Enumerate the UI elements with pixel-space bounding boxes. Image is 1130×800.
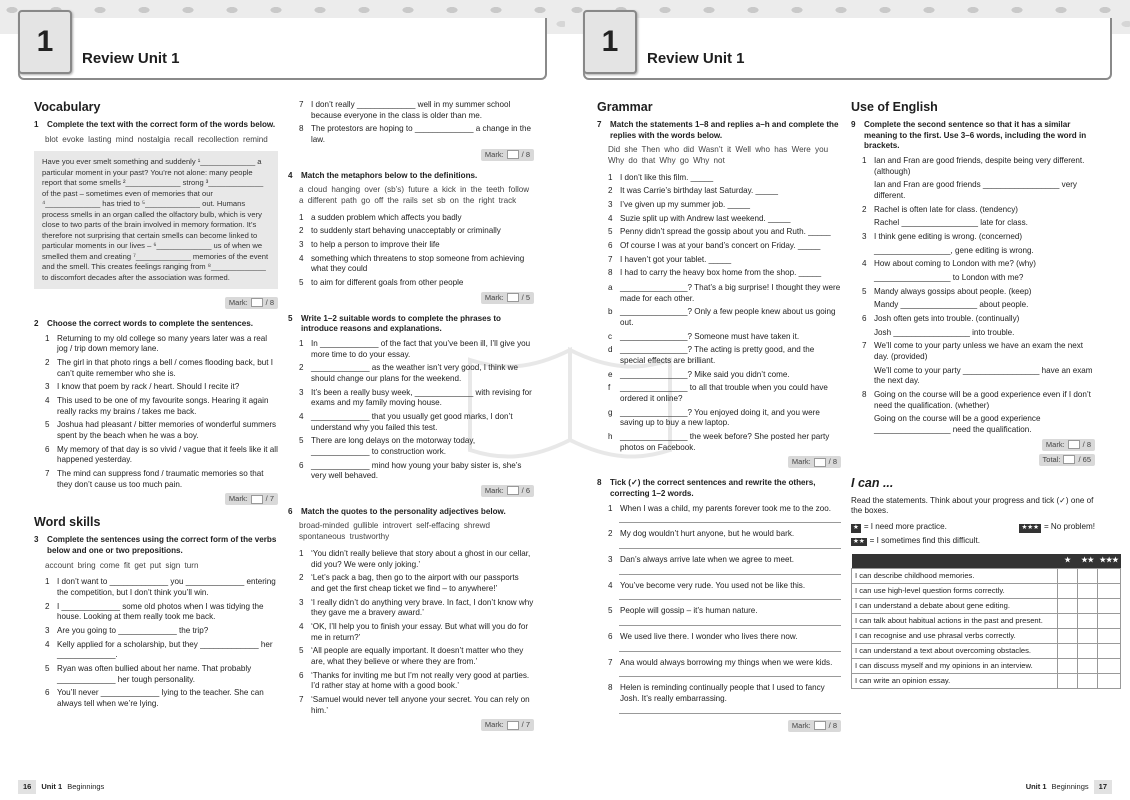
- tick-box[interactable]: [1078, 598, 1098, 613]
- exercise-3-list: [34, 577, 278, 709]
- mark-box: Mark: / 8: [597, 456, 841, 468]
- section-heading-vocabulary: Vocabulary: [34, 100, 101, 114]
- right-column-2: [851, 100, 1119, 689]
- col-three-stars: ★★★: [1098, 554, 1121, 568]
- exercise-9-list: [851, 156, 1095, 436]
- left-column-2: [288, 100, 534, 741]
- unit-title: Review Unit 1: [82, 50, 180, 67]
- reply-item: f _______________ to all that trouble when you could have ordered it online?: [608, 383, 828, 404]
- list-item: 4 something which threatens to stop someone from achieving what they could: [299, 253, 525, 274]
- rewrite-sentence: Josh _________________ into trouble.: [874, 327, 1015, 337]
- list-item: 1 In _____________ of the fact that you’ve been ill, I’ll give you more time to do your essay.: [299, 338, 531, 359]
- mark-input[interactable]: [814, 721, 826, 730]
- list-item: 4 Kelly applied for a scholarship, but they _____________ her _____________.: [45, 639, 273, 660]
- exercise-6-title: 6 Match the quotes to the personality adjectives below.: [288, 506, 506, 516]
- list-item: 3 to help a person to improve their life: [299, 239, 440, 249]
- rewrite-sentence: Going on the course will be a good experience _________________ need the qualification.: [874, 414, 1041, 435]
- statement-item: 3 I’ve given up my summer job. _____: [608, 200, 751, 210]
- total-box: Total: / 65: [851, 454, 1095, 466]
- list-item: 8 The protestors are hoping to _____________ a change in the law.: [299, 124, 532, 145]
- statement-item: 6 Of course I was at your band’s concert on Friday. _____: [608, 241, 821, 251]
- list-item: 7 I don’t really _____________ well in my summer school because everyone in the class is older than me.: [299, 100, 511, 120]
- mark-box: Mark: / 6: [288, 485, 534, 497]
- exercise-3-title: 3 Complete the sentences using the correct form of the verbs below and one or two prepositions.: [34, 535, 277, 555]
- mark-input[interactable]: [251, 298, 263, 307]
- reply-item: a _______________? That’s a big surprise! I thought they were made for each other.: [608, 283, 841, 303]
- i-can-row: I can recognise and use phrasal verbs correctly.: [852, 628, 1121, 643]
- left-column-1: [34, 100, 278, 713]
- tick-box[interactable]: [1078, 673, 1098, 688]
- list-item: 7 We’ll come to your party unless we have an exam the next day. (provided): [862, 341, 1084, 362]
- list-item: 1 Returning to my old college so many years later was a real jog / trip down memory lane.: [45, 333, 268, 354]
- tick-box[interactable]: [1098, 598, 1121, 613]
- mark-box: Mark: / 7: [34, 493, 278, 505]
- star-icon: ★: [853, 523, 859, 531]
- list-item: 1 ‘You didn’t really believe that story about a ghost in our cellar, did you? We were only joking.’: [299, 548, 531, 569]
- rewrite-sentence: _________________, gene editing is wrong.: [874, 245, 1034, 255]
- list-item: 6 My memory of that day is so vivid / vague that it feels like it all happened yesterday.: [45, 444, 278, 465]
- list-item: 2 Rachel is often late for class. (tendency): [862, 204, 1018, 214]
- exercise-9-title: 9 Complete the second sentence so that it has a similar meaning to the first. Use 3–6 words, including the word in brackets.: [851, 120, 1087, 151]
- unit-number-badge: 1: [583, 10, 637, 74]
- mark-input[interactable]: [507, 293, 519, 302]
- list-item: 3 I know that poem by rack / heart. Should I recite it?: [45, 382, 240, 392]
- list-item: 5 People will gossip – it’s human nature.: [608, 606, 758, 616]
- tick-box[interactable]: [1098, 613, 1121, 628]
- section-heading-i-can: I can ...: [851, 475, 894, 490]
- exercise-2-list: [34, 334, 278, 491]
- list-item: 3 ‘I really didn’t do anything very brave. In fact, I don’t know why they gave me a bravery award.’: [299, 597, 534, 618]
- exercise-8-list: [597, 504, 841, 714]
- tick-box[interactable]: [1058, 613, 1078, 628]
- list-item: 3 I think gene editing is wrong. (concerned): [862, 232, 1023, 242]
- list-item: 2 _____________ as the weather isn’t very good, I think we should change our plans for the weekend.: [299, 363, 518, 383]
- reply-item: g _______________? You enjoyed doing it, and you were saving up to buy a new laptop.: [608, 407, 820, 428]
- two-stars-icon: ★★: [853, 537, 865, 545]
- reply-item: e _______________? Mike said you didn’t come.: [608, 369, 790, 379]
- statement-item: 1 I don’t like this film. _____: [608, 172, 714, 182]
- i-can-row: I can understand a debate about gene editing.: [852, 598, 1121, 613]
- exercise-3-continued: [288, 100, 534, 146]
- header-frame: [583, 18, 1112, 80]
- mark-input[interactable]: [507, 486, 519, 495]
- rewrite-sentence: Rachel _________________ late for class.: [874, 218, 1028, 228]
- i-can-row: I can understand a text about overcoming obstacles.: [852, 643, 1121, 658]
- exercise-7-statements: [597, 173, 841, 279]
- tick-box[interactable]: [1058, 598, 1078, 613]
- list-item: 4 ‘OK, I’ll help you to finish your essay. But what will you do for me in return?’: [299, 621, 529, 642]
- answer-line[interactable]: [619, 671, 841, 677]
- tick-box[interactable]: [1098, 673, 1121, 688]
- tick-box[interactable]: [1078, 568, 1098, 583]
- page-footer: Unit 1 Beginnings 17: [1026, 780, 1112, 794]
- list-item: 6 _____________ mind how young your baby sister is, she’s very well behaved.: [299, 460, 522, 481]
- col-two-stars: ★★: [1078, 554, 1098, 568]
- exercise-2-title: 2 Choose the correct words to complete the sentences.: [34, 318, 253, 328]
- i-can-table: [851, 554, 1121, 688]
- list-item: 6 You’ll never _____________ lying to the teacher. She can always tell when we’re lying.: [45, 688, 264, 708]
- unit-title: Review Unit 1: [647, 50, 745, 67]
- tick-box[interactable]: [1058, 643, 1078, 658]
- i-can-row: I can talk about habitual actions in the past and present.: [852, 613, 1121, 628]
- list-item: 2 I _____________ some old photos when I was tidying the house. Looking at them really took me back.: [45, 601, 264, 622]
- page-number: 17: [1094, 780, 1112, 794]
- statement-item: 5 Penny didn’t spread the gossip about you and Ruth. _____: [608, 227, 831, 237]
- list-item: 6 Josh often gets into trouble. (continually): [862, 314, 1020, 324]
- list-item: 5 Mandy always gossips about people. (keep): [862, 286, 1032, 296]
- mark-box: Mark: / 7: [288, 719, 534, 731]
- right-page: [565, 0, 1130, 800]
- tick-box[interactable]: [1098, 628, 1121, 643]
- tick-box[interactable]: [1058, 568, 1078, 583]
- rewrite-sentence: Mandy _________________ about people.: [874, 300, 1029, 310]
- mark-input[interactable]: [507, 721, 519, 730]
- exercise-5-title: 5 Write 1–2 suitable words to complete the phrases to introduce reasons and explanations.: [288, 313, 501, 334]
- mark-box: Mark: / 8: [597, 720, 841, 732]
- word-bank: blot evoke lasting mind nostalgia recall recollection remind: [45, 134, 268, 144]
- reply-item: d _______________? The acting is pretty good, and the special effects are brilliant.: [608, 345, 815, 366]
- answer-line[interactable]: [619, 646, 841, 652]
- word-bank: account bring come fit get put sign turn: [45, 560, 199, 570]
- i-can-row: I can discuss myself and my opinions in an interview.: [852, 658, 1121, 673]
- mark-input[interactable]: [1068, 440, 1080, 449]
- mark-input[interactable]: [814, 458, 826, 467]
- star-key-2: ★★ = I sometimes find this difficult.: [853, 535, 980, 545]
- list-item: 1 I don’t want to _____________ you _____________ entering the competition, but I don’t think you’ll win.: [45, 577, 276, 597]
- rewrite-sentence: Ian and Fran are good friends _________________ very different.: [874, 180, 1077, 201]
- exercise-4-title: 4 Match the metaphors below to the definitions.: [288, 170, 478, 180]
- right-column-1: [597, 100, 841, 742]
- answer-line[interactable]: [619, 569, 841, 575]
- reading-text-box: Have you ever smelt something and suddenly ¹_____________ a particular moment in your past? You’re not alone: many people report that some smells ²_____________ strong ³_____________ of the past – sometimes even of memories that our ⁴_____________ has tried to ⁵_____________ out. Humans process smells in an organ called the olfactory bulb, which is very close to two parts of the brain involved in memory formation. It’s therefore not surprising that certain smells can become linked to particular moments in our lives – ⁶_____________ us of when we smelled them and creating ⁷_____________ memories of the event and the smell. This creates feelings ranging from ⁸_____________ to discomfort decades after the association was formed.: [34, 151, 278, 289]
- list-item: 3 It’s been a really busy week, _____________ with revising for exams and my family moving house.: [299, 387, 532, 408]
- exercise-8-title: 8 Tick (✓) the correct sentences and rewrite the others, correcting 1–2 words.: [597, 478, 816, 499]
- rewrite-sentence: _________________ to London with me?: [874, 273, 1024, 283]
- list-item: 7 ‘Samuel would never tell anyone your secret. You can rely on him.’: [299, 694, 530, 715]
- page-footer: 16 Unit 1 Beginnings: [18, 780, 104, 794]
- header-frame: [18, 18, 547, 80]
- exercise-7-title: 7 Match the statements 1–8 and replies a–h and complete the replies with the words below.: [597, 120, 839, 140]
- list-item: 1 Ian and Fran are good friends, despite being very different. (although): [862, 156, 1085, 176]
- exercise-6-list: [288, 549, 534, 716]
- statement-item: 7 I haven’t got your tablet. _____: [608, 254, 732, 264]
- list-item: 4 You’ve become very rude. You used not be like this.: [608, 580, 806, 590]
- i-can-row: I can use high-level question forms correctly.: [852, 583, 1121, 598]
- list-item: 5 Joshua had pleasant / bitter memories of wonderful summers spent by the beach when he was a boy.: [45, 420, 277, 440]
- page-number: 16: [18, 780, 36, 794]
- reply-item: c _______________? Someone must have taken it.: [608, 331, 800, 341]
- mark-box: Mark: / 8: [34, 297, 278, 309]
- mark-box: Mark: / 8: [288, 149, 534, 161]
- mark-input[interactable]: [507, 150, 519, 159]
- unit-number-badge: 1: [18, 10, 72, 74]
- i-can-row: I can write an opinion essay.: [852, 673, 1121, 688]
- list-item: 6 We used live there. I wonder who lives there now.: [608, 632, 798, 642]
- list-item: 8 Helen is reminding continually people that I used to fancy Josh. It’s really embarrassing.: [608, 683, 825, 704]
- answer-line[interactable]: [619, 620, 841, 626]
- tick-box[interactable]: [1078, 628, 1098, 643]
- tick-box[interactable]: [1078, 613, 1098, 628]
- reply-item: b _______________? Only a few people knew about us going out.: [608, 307, 836, 328]
- answer-line[interactable]: [619, 594, 841, 600]
- list-item: 3 Are you going to _____________ the trip?: [45, 625, 209, 635]
- i-can-row: I can describe childhood memories.: [852, 568, 1121, 583]
- list-item: 8 Going on the course will be a good experience even if I don’t need the qualification. (whether): [862, 390, 1091, 410]
- tick-box[interactable]: [1098, 583, 1121, 598]
- answer-line[interactable]: [619, 517, 841, 523]
- i-can-intro: Read the statements. Think about your progress and tick (✓) one of the boxes.: [851, 495, 1094, 516]
- list-item: 7 The mind can suppress fond / traumatic memories so that they don’t cause us too much pain.: [45, 468, 264, 489]
- exercise-5-list: [288, 339, 534, 482]
- tick-box[interactable]: [1098, 658, 1121, 673]
- list-item: 2 to suddenly start behaving unacceptably or criminally: [299, 226, 501, 236]
- statement-item: 8 I had to carry the heavy box home from the shop. _____: [608, 268, 822, 278]
- section-heading-use-of-english: Use of English: [851, 100, 938, 114]
- tick-box[interactable]: [1058, 673, 1078, 688]
- list-item: 6 ‘Thanks for inviting me but I’m not really very good at parties. I’d rather stay at home with a good book.’: [299, 670, 530, 691]
- tick-box[interactable]: [1098, 643, 1121, 658]
- word-bank: a cloud hanging over (sb’s) future a kick in the teeth follow a different path go off the rails set sb on the right track: [299, 185, 530, 205]
- list-item: 1 When I was a child, my parents forever took me to the zoo.: [608, 503, 831, 513]
- tick-box[interactable]: [1098, 568, 1121, 583]
- total-input[interactable]: [1063, 455, 1075, 464]
- tick-box[interactable]: [1078, 583, 1098, 598]
- exercise-1-title: 1 Complete the text with the correct form of the words below.: [34, 120, 276, 129]
- list-item: 2 My dog wouldn’t hurt anyone, but he would bark.: [608, 529, 795, 539]
- list-item: 1 a sudden problem which affects you badly: [299, 212, 462, 222]
- word-bank: Did she Then who did Wasn’t it Well who has Were you Why do that Why go Why not: [608, 145, 829, 166]
- tick-box[interactable]: [1078, 658, 1098, 673]
- list-item: 5 Ryan was often bullied about her name. That probably _____________ her tough personality.: [45, 663, 252, 684]
- tick-box[interactable]: [1058, 583, 1078, 598]
- list-item: 2 ‘Let’s pack a bag, then go to the airport with our passports and get the first cheap ticket we find – to anywhere!’: [299, 573, 519, 593]
- star-key: ★ = I need more practice. ★★★ = No problem!: [853, 521, 1095, 531]
- list-item: 4 How about coming to London with me? (why): [862, 259, 1036, 269]
- answer-line[interactable]: [619, 708, 841, 714]
- rewrite-sentence: We’ll come to your party _________________ have an exam the next day.: [874, 365, 1093, 386]
- mark-box: Mark: / 8: [851, 439, 1095, 451]
- statement-item: 4 Suzie split up with Andrew last weekend. _____: [608, 213, 791, 223]
- section-heading-word-skills: Word skills: [34, 515, 101, 530]
- mark-box: Mark: / 5: [288, 292, 534, 304]
- list-item: 5 to aim for different goals from other people: [299, 277, 464, 287]
- list-item: 2 The girl in that photo rings a bell / comes flooding back, but I can’t quite remember who she is.: [45, 357, 273, 378]
- three-stars-icon: ★★★: [1021, 523, 1039, 531]
- list-item: 3 Dan’s always arrive late when we agree to meet.: [608, 555, 794, 565]
- exercise-7-replies: [597, 283, 841, 453]
- tick-box[interactable]: [1058, 628, 1078, 643]
- statement-item: 2 It was Carrie’s birthday last Saturday. _____: [608, 186, 779, 196]
- list-item: 5 ‘All people are equally important. It doesn’t matter who they are, what they believe or where they are from.’: [299, 646, 524, 666]
- word-bank: broad-minded gullible introvert self-effacing shrewd spontaneous trustworthy: [299, 521, 490, 542]
- reply-item: h _______________ the week before? She posted her party photos on Facebook.: [608, 432, 830, 452]
- mark-input[interactable]: [251, 495, 263, 504]
- col-one-star: ★: [1058, 554, 1078, 568]
- answer-line[interactable]: [619, 543, 841, 549]
- list-item: 4 _____________ that you usually get good marks, I don’t understand why you failed this test.: [299, 411, 513, 432]
- exercise-4-list: [288, 213, 534, 289]
- tick-box[interactable]: [1058, 658, 1078, 673]
- list-item: 7 Ana would always borrowing my things when we were kids.: [608, 657, 833, 667]
- tick-box[interactable]: [1078, 643, 1098, 658]
- section-heading-grammar: Grammar: [597, 100, 653, 114]
- list-item: 4 This used to be one of my favourite songs. Hearing it again really racks my brains / takes me back.: [45, 395, 269, 416]
- list-item: 5 There are long delays on the motorway today, _____________ to construction work.: [299, 436, 476, 456]
